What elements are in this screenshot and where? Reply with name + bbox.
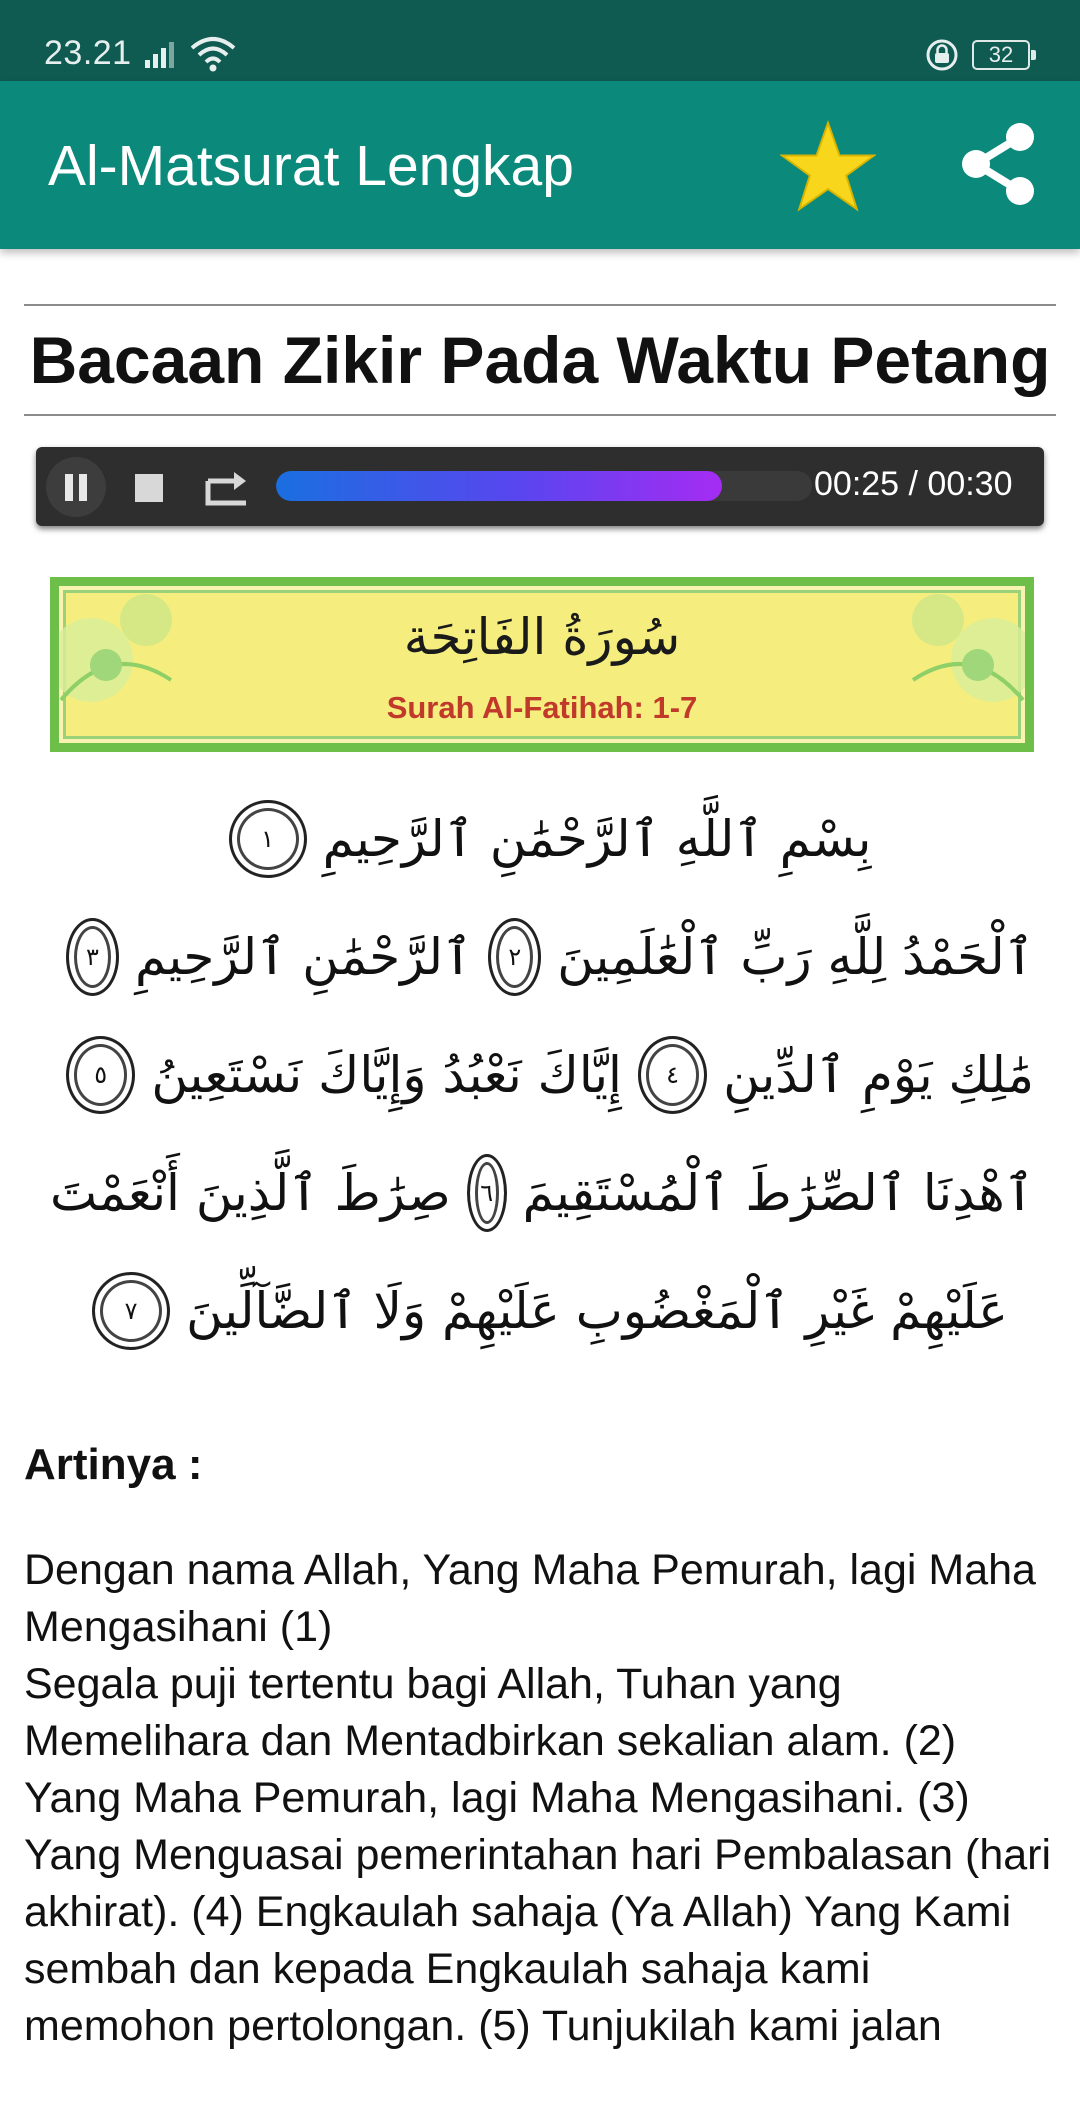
time-readout: 00:25 / 00:30: [814, 465, 1013, 503]
loop-button[interactable]: [196, 457, 256, 517]
divider-top: [24, 304, 1056, 306]
translation-paragraph: Segala puji tertentu bagi Allah, Tuhan yang Memelihara dan Mentadbirkan sekalian alam. (2) Yang Maha Pemurah, lagi Maha Mengasihani. (3) Yang Menguasai pemerintahan hari Pembalasan (hari akhirat). (4) Engkaulah sahaja (Ya Allah) Yang Kami sembah dan kepada Engkaulah sahaja kami memohon pertolongan. (5) Tunjukilah kami jalan: [24, 1660, 1052, 2050]
lock-icon: [925, 38, 959, 72]
verses: [50, 780, 1034, 1370]
verse-line: [50, 1252, 1034, 1370]
translation-paragraph: Dengan nama Allah, Yang Maha Pemurah, lagi Maha Mengasihani (1): [24, 1546, 1036, 1651]
verse-line: [50, 1016, 1034, 1134]
battery-icon: [972, 40, 1030, 70]
ayah-number: ١: [229, 800, 307, 878]
ayah-number: ٧: [92, 1272, 170, 1350]
translation-text: [24, 1542, 1064, 2055]
surah-subtitle: Surah Al-Fatihah: 1-7: [386, 690, 698, 725]
verse-text: ٱهْدِنَا ٱلصِّرَٰطَ ٱلْمُسْتَقِيمَ: [522, 1164, 1034, 1222]
verse-text: إِيَّاكَ نَعْبُدُ وَإِيَّاكَ نَسْتَعِينُ: [151, 1046, 622, 1104]
verse-line: [50, 780, 1034, 898]
ayah-number: ٣: [66, 918, 119, 996]
ayah-number: ٤: [638, 1036, 707, 1114]
pause-button[interactable]: [46, 457, 106, 517]
surah-arabic-title: سُورَةُ الفَاتِحَة: [403, 608, 681, 666]
share-icon[interactable]: [958, 121, 1038, 207]
stop-button[interactable]: [120, 457, 180, 517]
status-time: 23.21: [44, 34, 132, 72]
star-icon[interactable]: [780, 119, 876, 215]
translation-label: Artinya :: [24, 1440, 203, 1489]
verse-text: مَٰلِكِ يَوْمِ ٱلدِّينِ: [723, 1046, 1034, 1104]
wifi-icon: [190, 36, 236, 72]
ayah-number: ٦: [467, 1154, 507, 1232]
signal-icon: [145, 40, 179, 68]
surah-banner: [50, 577, 1034, 752]
verse-text: بِسْمِ ٱللَّهِ ٱلرَّحْمَٰنِ ٱلرَّحِيمِ: [322, 810, 872, 868]
verse-text: ٱلرَّحْمَٰنِ ٱلرَّحِيمِ: [135, 928, 473, 986]
verse-text: صِرَٰطَ ٱلَّذِينَ أَنْعَمْتَ: [50, 1164, 451, 1222]
verse-line: [50, 1134, 1034, 1252]
section-heading: Bacaan Zikir Pada Waktu Petang: [29, 323, 1051, 397]
verse-text: عَلَيْهِمْ غَيْرِ ٱلْمَغْضُوبِ عَلَيْهِمْ وَلَا ٱلضَّآلِّينَ: [186, 1282, 1008, 1340]
seek-bar-progress: [276, 471, 722, 501]
verse-line: [50, 898, 1034, 1016]
divider-bottom: [24, 414, 1056, 416]
ayah-number: ٥: [66, 1036, 135, 1114]
app-title: Al-Matsurat Lengkap: [48, 134, 574, 198]
battery-level: 32: [988, 42, 1014, 67]
status-bar: [0, 0, 1080, 81]
seek-bar[interactable]: [276, 471, 812, 501]
ayah-number: ٢: [488, 918, 541, 996]
app-bar: [0, 81, 1080, 249]
verse-text: ٱلْحَمْدُ لِلَّهِ رَبِّ ٱلْعَٰلَمِينَ: [557, 928, 1034, 986]
audio-player: [36, 447, 1044, 526]
